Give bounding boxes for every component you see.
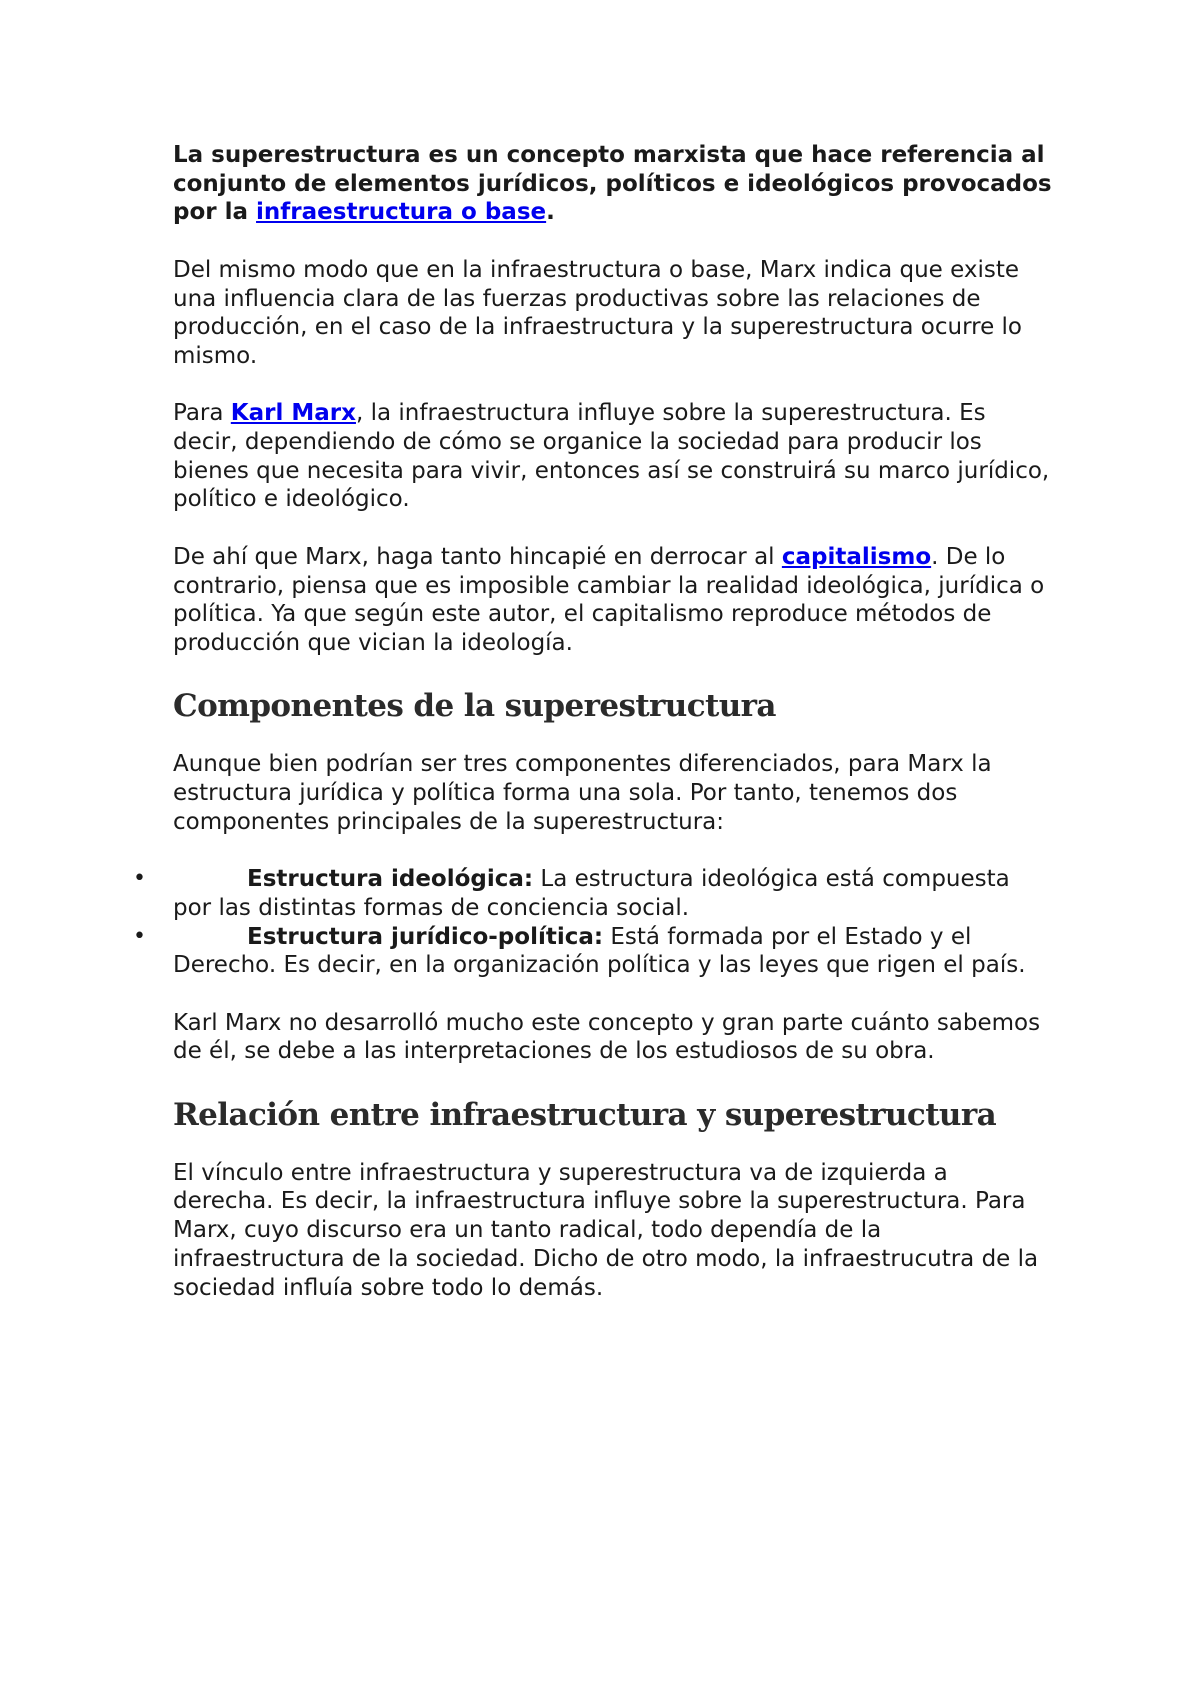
intro-text: La superestructura es un concepto marxista que hace referencia al conjunto de elementos jurídicos, políticos e ideológicos provocados por la bbox=[173, 142, 1052, 226]
paragraph-capitalismo bbox=[173, 543, 1053, 658]
bullet-icon: • bbox=[133, 866, 146, 892]
karl-marx-link[interactable]: Karl Marx bbox=[230, 400, 356, 427]
infraestructura-link[interactable]: infraestructura o base bbox=[256, 199, 547, 226]
bullet-icon: • bbox=[133, 923, 146, 949]
paragraph-text: De ahí que Marx, haga tanto hincapié en derrocar al bbox=[173, 543, 782, 570]
list-item-text: Está formada por el Estado y el Derecho. Es decir, en la organización política y las leyes que rigen el país. bbox=[173, 923, 1026, 979]
paragraph-influence: Del mismo modo que en la infraestructura o base, Marx indica que existe una influencia clara de las fuerzas productivas sobre las relaciones de producción, en el caso de la infraestructura y la superestructura ocurre lo mismo. bbox=[173, 256, 1022, 369]
list-item bbox=[133, 865, 1053, 922]
paragraph-relacion: El vínculo entre infraestructura y superestructura va de izquierda a derecha. Es decir, la infraestructura influye sobre la superestructura. Para Marx, cuyo discurso era un tanto radical, todo dependía de la infraestructura de la sociedad. Dicho de otro modo, la infraestrucutra de la sociedad influía sobre todo lo demás. bbox=[173, 1159, 1039, 1301]
paragraph-text: . De lo contrario, piensa que es imposible cambiar la realidad ideológica, jurídica o política. Ya que según este autor, el capitalismo reproduce métodos de producción que vician la ideología. bbox=[173, 543, 1045, 656]
components-list bbox=[133, 865, 1053, 980]
paragraph-componentes: Aunque bien podrían ser tres componentes diferenciados, para Marx la estructura jurídica y política forma una sola. Por tanto, tenemos dos componentes principales de la superestructura: bbox=[173, 751, 992, 835]
paragraph-karl-marx bbox=[173, 399, 1053, 514]
intro-paragraph bbox=[173, 141, 1053, 227]
paragraph-text: , la infraestructura influye sobre la superestructura. Es decir, dependiendo de cómo se organice la sociedad para producir los bienes que necesita para vivir, entonces así se construirá su marco jurídico, político e ideológico. bbox=[173, 400, 1050, 513]
list-item bbox=[133, 923, 1053, 980]
list-item-text: La estructura ideológica está compuesta por las distintas formas de conciencia social. bbox=[173, 866, 1010, 921]
intro-text-end: . bbox=[546, 199, 555, 226]
capitalismo-link[interactable]: capitalismo bbox=[781, 543, 932, 570]
heading-relacion: Relación entre infraestructura y superestructura bbox=[173, 1096, 997, 1133]
document-body bbox=[133, 141, 1053, 1331]
list-item-term: Estructura ideológica: bbox=[247, 866, 534, 893]
list-item-term: Estructura jurídico-política: bbox=[247, 923, 604, 950]
heading-componentes: Componentes de la superestructura bbox=[173, 688, 776, 725]
paragraph-closing: Karl Marx no desarrolló mucho este concepto y gran parte cuánto sabemos de él, se debe a las interpretaciones de los estudiosos de su obra. bbox=[173, 1009, 1041, 1065]
paragraph-text: Para bbox=[173, 400, 231, 427]
